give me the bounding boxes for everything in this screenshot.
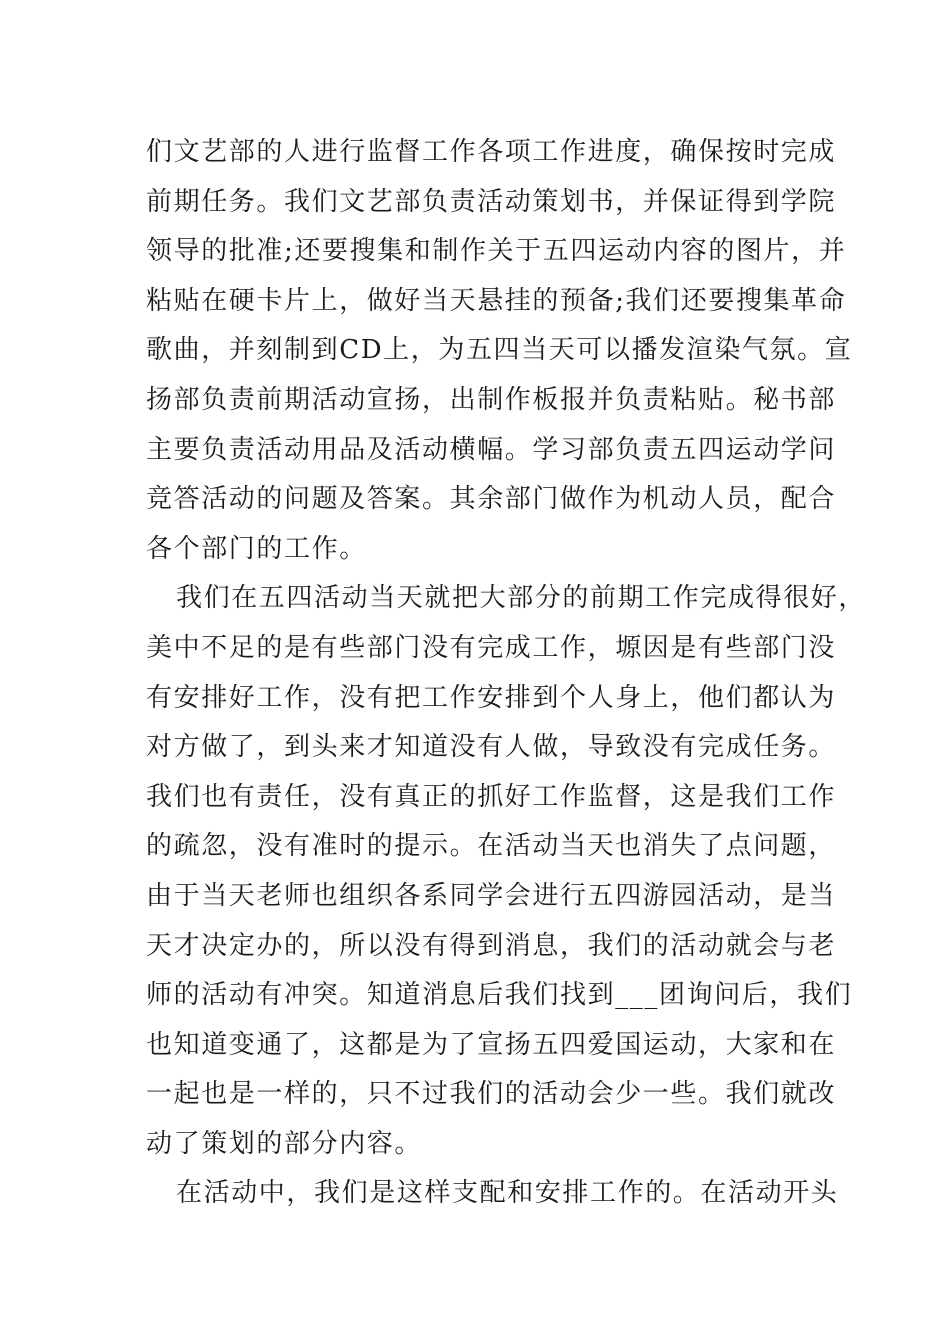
text-line: 们文艺部的人进行监督工作各项工作进度，确保按时完成 <box>146 137 837 167</box>
text-line: 天才决定办的，所以没有得到消息，我们的活动就会与老 <box>146 930 837 961</box>
text-line: 动了策划的部分内容。 <box>146 1128 423 1159</box>
paragraph-2 <box>146 574 867 1169</box>
text-line: 对方做了，到头来才知道没有人做，导致没有完成任务。 <box>146 732 837 763</box>
text-line: 师的活动有冲突。知道消息后我们找到___团询问后，我们 <box>146 980 853 1011</box>
text-line: 我们在五四活动当天就把大部分的前期工作完成得很好， <box>176 583 867 614</box>
text-line: 我们也有责任，没有真正的抓好工作监督，这是我们工作 <box>146 781 837 812</box>
text-line: 一起也是一样的，只不过我们的活动会少一些。我们就改 <box>146 1079 837 1110</box>
document-body <box>146 128 867 1219</box>
text-line: 主要负责活动用品及活动横幅。学习部负责五四运动学问 <box>146 434 837 465</box>
text-line: 由于当天老师也组织各系同学会进行五四游园活动，是当 <box>146 880 837 911</box>
text-line: 各个部门的工作。 <box>146 533 367 564</box>
paragraph-3 <box>146 1169 839 1219</box>
text-line: 有安排好工作，没有把工作安排到个人身上，他们都认为 <box>146 682 837 713</box>
text-line: 前期任务。我们文艺部负责活动策划书，并保证得到学院 <box>146 186 837 217</box>
text-line: 竞答活动的问题及答案。其余部门做作为机动人员，配合 <box>146 484 837 515</box>
text-line: 的疏忽，没有准时的提示。在活动当天也消失了点问题， <box>146 831 837 862</box>
text-line: 歌曲，并刻制到CD上，为五四当天可以播发渲染气氛。宣 <box>146 335 853 366</box>
text-line: 领导的批准;还要搜集和制作关于五四运动内容的图片，并 <box>146 236 847 267</box>
paragraph-1 <box>146 128 853 574</box>
text-line: 扬部负责前期活动宣扬，出制作板报并负责粘贴。秘书部 <box>146 384 837 415</box>
text-line: 在活动中，我们是这样支配和安排工作的。在活动开头 <box>176 1178 839 1209</box>
text-line: 粘贴在硬卡片上，做好当天悬挂的预备;我们还要搜集革命 <box>146 285 847 316</box>
text-line: 也知道变通了，这都是为了宣扬五四爱国运动，大家和在 <box>146 1029 837 1060</box>
text-line: 美中不足的是有些部门没有完成工作，塬因是有些部门没 <box>146 632 837 663</box>
